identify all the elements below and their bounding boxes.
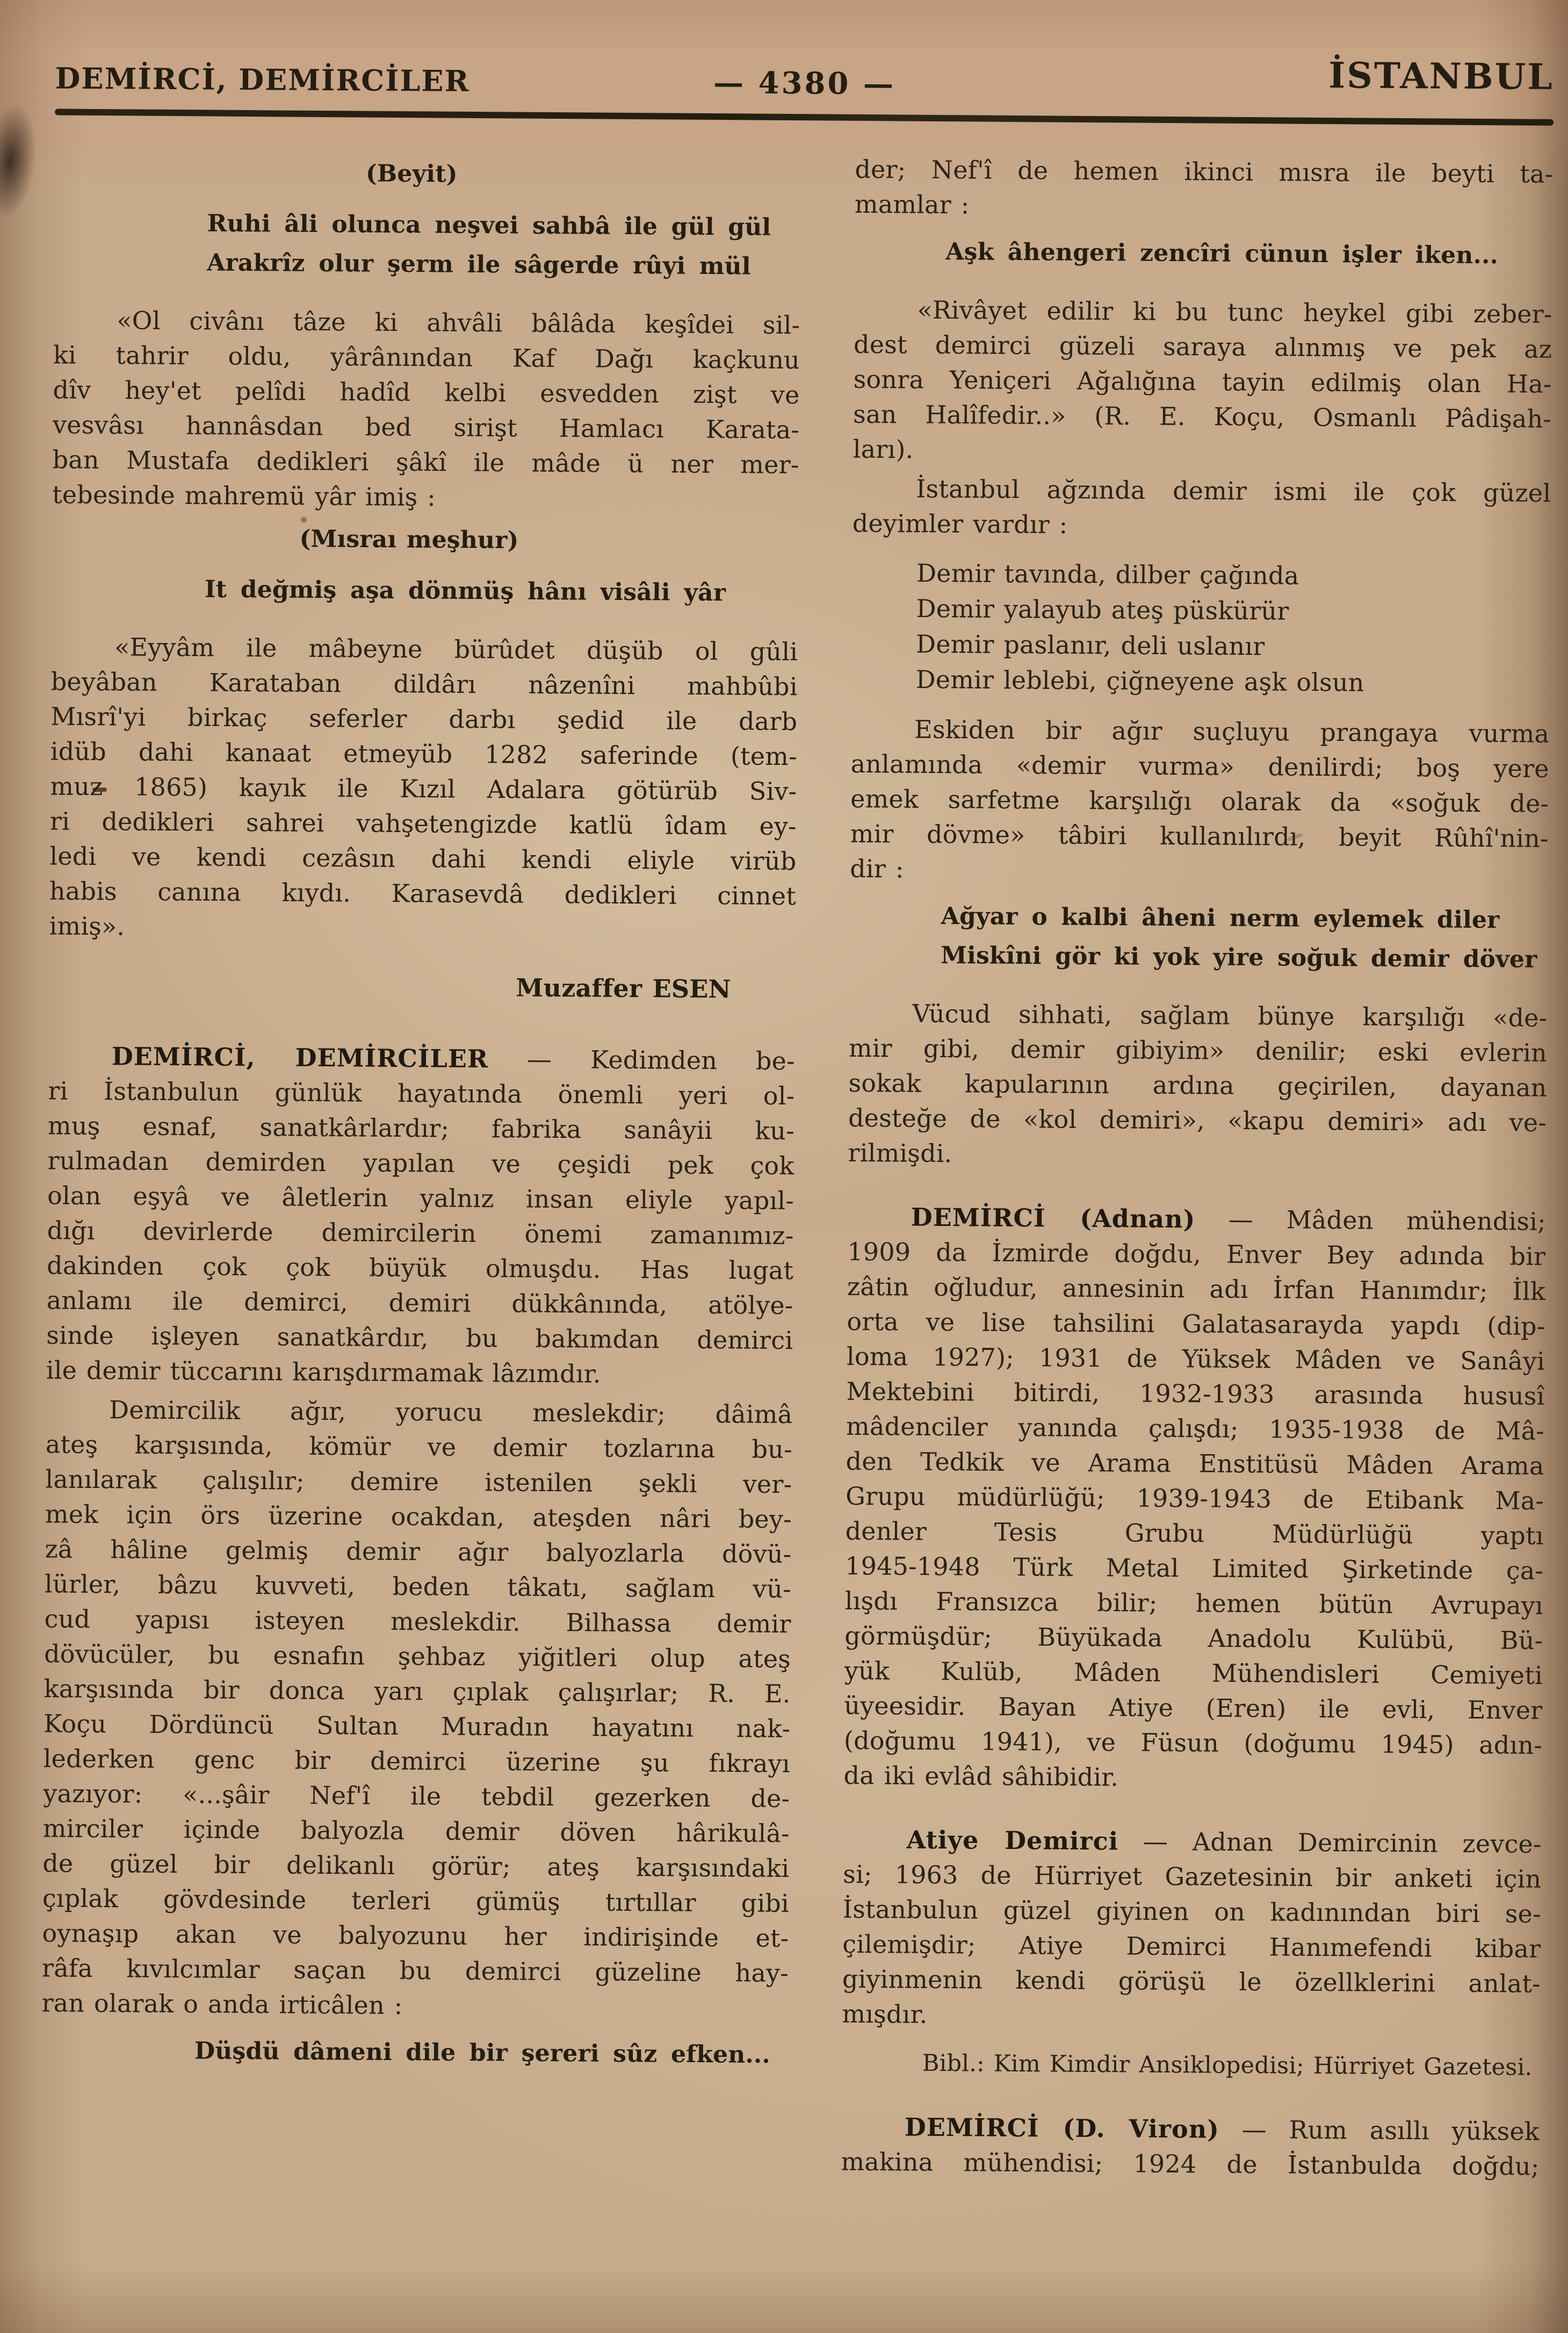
paragraph-line: zâ hâline gelmiş demir ağır balyozlarla dövü-	[45, 1534, 792, 1569]
paragraph-line: oynaşıp akan ve balyozunu her indirişinde et-	[42, 1918, 789, 1953]
paragraph-line: «Eyyâm ile mâbeyne bürûdet düşüb ol gûli	[114, 632, 798, 667]
verse-line: Arakrîz olur şerm ile sâgerde rûyi mül	[207, 249, 751, 280]
paragraph-line: yazıyor: «...şâir Nef'î ile tebdil gezerken de-	[43, 1779, 790, 1814]
paragraph-line: ban Mustafa dedikleri şâkî ile mâde ü ner mer-	[52, 445, 799, 480]
paragraph-line: ateş karşısında, kömür ve demir tozlarına bu-	[45, 1429, 792, 1464]
entry-paragraph	[843, 1200, 1546, 1798]
proverb-list	[851, 555, 1551, 702]
entry-headword: Atiye Demirci	[906, 1825, 1119, 1856]
running-title-right: İSTANBUL	[1328, 54, 1554, 98]
paragraph-line: sonra Yeniçeri Ağalığına tayin edilmiş olan Ha-	[853, 364, 1552, 399]
paragraph	[49, 629, 798, 949]
paragraph-line: mâdenciler yanında çalışdı; 1935-1938 de Mâ-	[846, 1411, 1545, 1446]
right-column	[841, 152, 1553, 2188]
paragraph-line: mir gibi, demir gibiyim» denilir; eski evlerin	[848, 1033, 1548, 1067]
verse-block	[849, 896, 1548, 979]
paragraph	[848, 996, 1547, 1175]
paragraph-line: giyinmenin kendi görüşü le özellklerini anlat-	[842, 1964, 1541, 1998]
paragraph-line: loma 1927); 1931 de Yüksek Mâden ve Sanâyi	[846, 1341, 1545, 1376]
header-rule	[55, 109, 1553, 125]
verse-block	[52, 568, 798, 613]
paragraph-line: sokak kapularının ardına geçirilen, dayanan	[848, 1068, 1547, 1102]
paragraph-line	[48, 1038, 795, 1079]
entry-headword: DEMİRCİ (Adnan)	[911, 1202, 1196, 1234]
paragraph-line: orta ve lise tahsilini Galatasarayda yapdı (dip-	[847, 1306, 1545, 1341]
paragraph-line: Koçu Dördüncü Sultan Muradın hayatını nak-	[44, 1709, 791, 1744]
verse-line: Ruhi âli olunca neşvei sahbâ ile gül gül	[207, 210, 771, 241]
paragraph-line: cud yapısı isteyen meslekdir. Bilhassa demir	[44, 1604, 791, 1639]
verse-block	[854, 232, 1552, 276]
paragraph-line: emek sarfetme karşılığı olarak da «soğuk de-	[850, 784, 1549, 818]
page-number: — 4380 —	[713, 65, 896, 102]
paragraph-line: anlamında «demir vurma» denilirdi; boş yere	[850, 749, 1549, 783]
paragraph-line: habis canına kıydı. Karasevdâ dedikleri cinnet	[49, 876, 797, 911]
verse-caption: (Beyit)	[365, 160, 458, 188]
entry-paragraph	[841, 2110, 1540, 2184]
paragraph-line: ki tahrir oldu, yârânından Kaf Dağı kaçkunu	[53, 340, 800, 375]
paragraph-line: olan eşyâ ve âletlerin yalnız insan eliyle yapıl-	[47, 1181, 794, 1216]
paragraph-line: mir dövme» tâbiri kullanılırdı, beyit Rûhî'nin-	[850, 819, 1549, 853]
author-signature: Muzaffer ESEN	[516, 973, 731, 1004]
paragraph-line: râfa kıvılcımlar saçan bu demirci güzeline hay-	[41, 1953, 789, 1988]
proverb-line: Demir leblebi, çiğneyene aşk olsun	[915, 664, 1364, 697]
two-column-text	[40, 146, 1553, 2188]
paragraph	[850, 712, 1549, 891]
paragraph-line: Grupu müdürlüğü; 1939-1943 de Etibank Ma-	[846, 1481, 1544, 1515]
paragraph-line: ri İstanbulun günlük hayatında önemli yeri ol-	[48, 1076, 795, 1111]
entry-lead-rest: — Adnan Demircinin zevce-	[1118, 1826, 1542, 1859]
paragraph-line: tebesinde mahremü yâr imiş :	[52, 480, 436, 512]
paragraph-line: si; 1963 de Hürriyet Gazetesinin bir anketi için	[843, 1859, 1542, 1894]
paragraph-line: dest demirci güzeli saraya alınmış ve pek az	[853, 329, 1552, 364]
paragraph	[853, 292, 1552, 472]
paragraph-line: ları).	[852, 434, 914, 464]
paragraph-line: zâtin oğludur, annesinin adı İrfan Hanımdır; İlk	[847, 1272, 1546, 1306]
paragraph-line: san Halîfedir..» (R. E. Koçu, Osmanlı Pâdişah-	[853, 399, 1552, 434]
entry-headword: DEMİRCİ, DEMİRCİLER	[111, 1042, 489, 1074]
paragraph-line	[843, 1822, 1542, 1862]
paragraph-line: dir :	[850, 854, 904, 884]
paragraph-line: İstanbul ağzında demir ismi ile çok güzel	[916, 474, 1551, 508]
paragraph-line	[848, 1200, 1546, 1239]
paragraph-line: imiş».	[49, 911, 125, 941]
paragraph-line: Mısrî'yi birkaç seferler darbı şedid ile darb	[50, 702, 798, 736]
paragraph-line: ri dedikleri sahrei vahşetengizde katlü îdam ey-	[49, 806, 797, 841]
paragraph-line: rulmadan demirden yapılan ve çeşidi pek çok	[47, 1146, 794, 1181]
paragraph-line: 1945-1948 Türk Metal Limited Şirketinde ça-	[845, 1551, 1544, 1585]
paragraph-line: Mektebini bitirdi, 1932-1933 arasında hususî	[846, 1376, 1545, 1411]
paragraph-line: «Ol civânı tâze ki ahvâli bâlâda keşîdei sil-	[117, 306, 800, 340]
left-column	[40, 146, 801, 2183]
paragraph-line: mek için örs üzerine ocakdan, ateşden nâri bey-	[45, 1499, 792, 1534]
verse-caption: (Mısraı meşhur)	[299, 525, 519, 554]
paragraph-line: vesvâsı hannâsdan bed sirişt Hamlacı Karata-	[52, 410, 800, 445]
paragraph-line: makina mühendisi; 1924 de İstanbulda doğdu;	[841, 2147, 1540, 2181]
paragraph-line: rilmişdi.	[848, 1138, 952, 1168]
paragraph-line: anlamı ile demirci, demiri dükkânında, atölye-	[46, 1285, 793, 1320]
paragraph-line: mamlar :	[854, 189, 970, 220]
paragraph-line: idüb dahi kanaat etmeyüb 1282 saferinde (tem-	[50, 736, 798, 771]
paragraph-line: ledi ve kendi cezâsın dahi kendi eliyle virüb	[49, 841, 797, 876]
verse-line: Ağyar o kalbi âheni nerm eylemek diler	[941, 902, 1500, 934]
entry-lead-rest: — Rum asıllı yüksek	[1219, 2114, 1540, 2146]
paragraph-line: den Tedkik ve Arama Enstitüsü Mâden Arama	[846, 1446, 1544, 1480]
proverb-line: Demir paslanır, deli uslanır	[916, 629, 1265, 661]
paragraph	[852, 471, 1551, 546]
proverb-line: Demir yalayub ateş püskürür	[916, 594, 1289, 626]
paragraph-line: dövücüler, bu esnafın şehbaz yiğitleri olup ateş	[44, 1639, 791, 1674]
paragraph-line: deyimler vardır :	[852, 508, 1068, 539]
verse-line: Aşk âhengeri zencîri cünun işler iken...	[945, 238, 1499, 270]
bibliography-line: Bibl.: Kim Kimdir Ansiklopedisi; Hürriyet Gazetesi.	[922, 2049, 1533, 2081]
paragraph-line: mışdır.	[842, 1999, 928, 2029]
paragraph-line: karşısında bir donca yarı çıplak çalışırlar; R. E.	[44, 1674, 791, 1709]
paragraph-line: yük Kulüb, Mâden Mühendisleri Cemiyeti	[844, 1656, 1543, 1690]
paragraph-line: de güzel bir delikanlı görür; ateş karşısındaki	[42, 1848, 790, 1883]
paragraph	[855, 152, 1553, 227]
paragraph-line: muş esnaf, sanatkârlardır; fabrika sanâyii ku-	[47, 1111, 795, 1146]
verse-block	[41, 2030, 788, 2075]
entry-lead-rest: — Mâden mühendisi;	[1195, 1204, 1547, 1236]
running-title-left: DEMİRCİ, DEMİRCİLER	[55, 61, 470, 98]
entry-headword: DEMİRCİ (D. Viron)	[904, 2112, 1220, 2144]
paragraph-line: İstanbulun güzel giyinen on kadınından biri se-	[842, 1894, 1541, 1928]
paragraph	[52, 302, 800, 517]
paragraph-line: lışdı Fransızca bilir; hemen bütün Avrupayı	[844, 1586, 1544, 1620]
paragraph-line: Demircilik ağır, yorucu meslekdir; dâimâ	[109, 1395, 793, 1429]
paragraph-line: muz 1865) kayık ile Kızıl Adalara götürüb Siv-	[50, 771, 797, 806]
paragraph-line: lürler, bâzu kuvveti, beden tâkatı, sağlam vü-	[44, 1569, 792, 1604]
paragraph-line: Eskiden bir ağır suçluyu prangaya vurma	[914, 714, 1550, 748]
paragraph-line: dakinden çok çok büyük olmuşdu. Has lugat	[46, 1251, 794, 1285]
paragraph	[41, 1392, 792, 2026]
page-header	[55, 55, 1553, 107]
paragraph-line: beyâban Karataban dildârı nâzenîni mahbûbi	[50, 667, 798, 702]
verse-block	[54, 203, 801, 286]
paragraph-line: da iki evlâd sâhibidir.	[843, 1760, 1119, 1792]
paragraph-line: der; Nef'î de hemen ikinci mısra ile beyti ta-	[855, 154, 1553, 189]
paragraph-line: mirciler içinde balyozla demir döven hârikulâ-	[42, 1814, 790, 1848]
paragraph-line: Vücud sihhati, sağlam bünye karşılığı «de-	[912, 999, 1548, 1032]
paragraph-line: (doğumu 1941), ve Füsun (doğumu 1945) adın-	[843, 1725, 1543, 1760]
paragraph-line: çilemişdir; Atiye Demirci Hanımefendi kibar	[842, 1929, 1541, 1963]
paragraph-line: dîv hey'et pelîdi hadîd kelbi esvedden zişt ve	[53, 375, 800, 410]
paragraph-line: çıplak gövdesinde terleri gümüş tırtıllar gibi	[42, 1883, 790, 1918]
paragraph-line: «Rivâyet edilir ki bu tunc heykel gibi zeber-	[917, 295, 1552, 329]
verse-line: It değmiş aşa dönmüş hânı visâli yâr	[204, 575, 726, 607]
paragraph-line: lederken genc bir demirci üzerine şu fıkrayı	[43, 1744, 790, 1779]
entry-lead-rest: — Kedimden be-	[488, 1044, 796, 1076]
paragraph-line: ran olarak o anda irticâlen :	[41, 1988, 403, 2020]
paragraph-line: desteğe de «kol demiri», «kapu demiri» adı ve-	[848, 1103, 1547, 1137]
paragraph-line: lanılarak çalışılır; demire istenilen şekli ver-	[45, 1464, 792, 1499]
paragraph-line: sinde işleyen sanatkârdır, bu bakımdan demirci	[46, 1320, 793, 1355]
paragraph-line: ile demir tüccarını karışdırmamak lâzımdır.	[46, 1355, 601, 1389]
paragraph-line: görmüşdür; Büyükada Anadolu Kulübü, Bü-	[844, 1621, 1543, 1655]
entry-paragraph	[46, 1038, 796, 1393]
paragraph-line: dığı devirlerde demircilerin önemi zamanımız-	[47, 1216, 794, 1251]
paragraph-line: üyeesidir. Bayan Atiye (Eren) ile evli, Enver	[844, 1691, 1543, 1725]
verse-line: Miskîni gör ki yok yire soğuk demir döver	[941, 942, 1537, 973]
paragraph-line: 1909 da İzmirde doğdu, Enver Bey adında bir	[847, 1237, 1546, 1271]
proverb-line: Demir tavında, dilber çağında	[916, 558, 1299, 590]
paragraph-line	[841, 2110, 1540, 2149]
verse-line: Düşdü dâmeni dile bir şereri sûz efken...	[194, 2037, 771, 2069]
entry-paragraph	[842, 1822, 1542, 2036]
paragraph-line: denler Tesis Grubu Müdürlüğü yaptı	[845, 1516, 1544, 1550]
